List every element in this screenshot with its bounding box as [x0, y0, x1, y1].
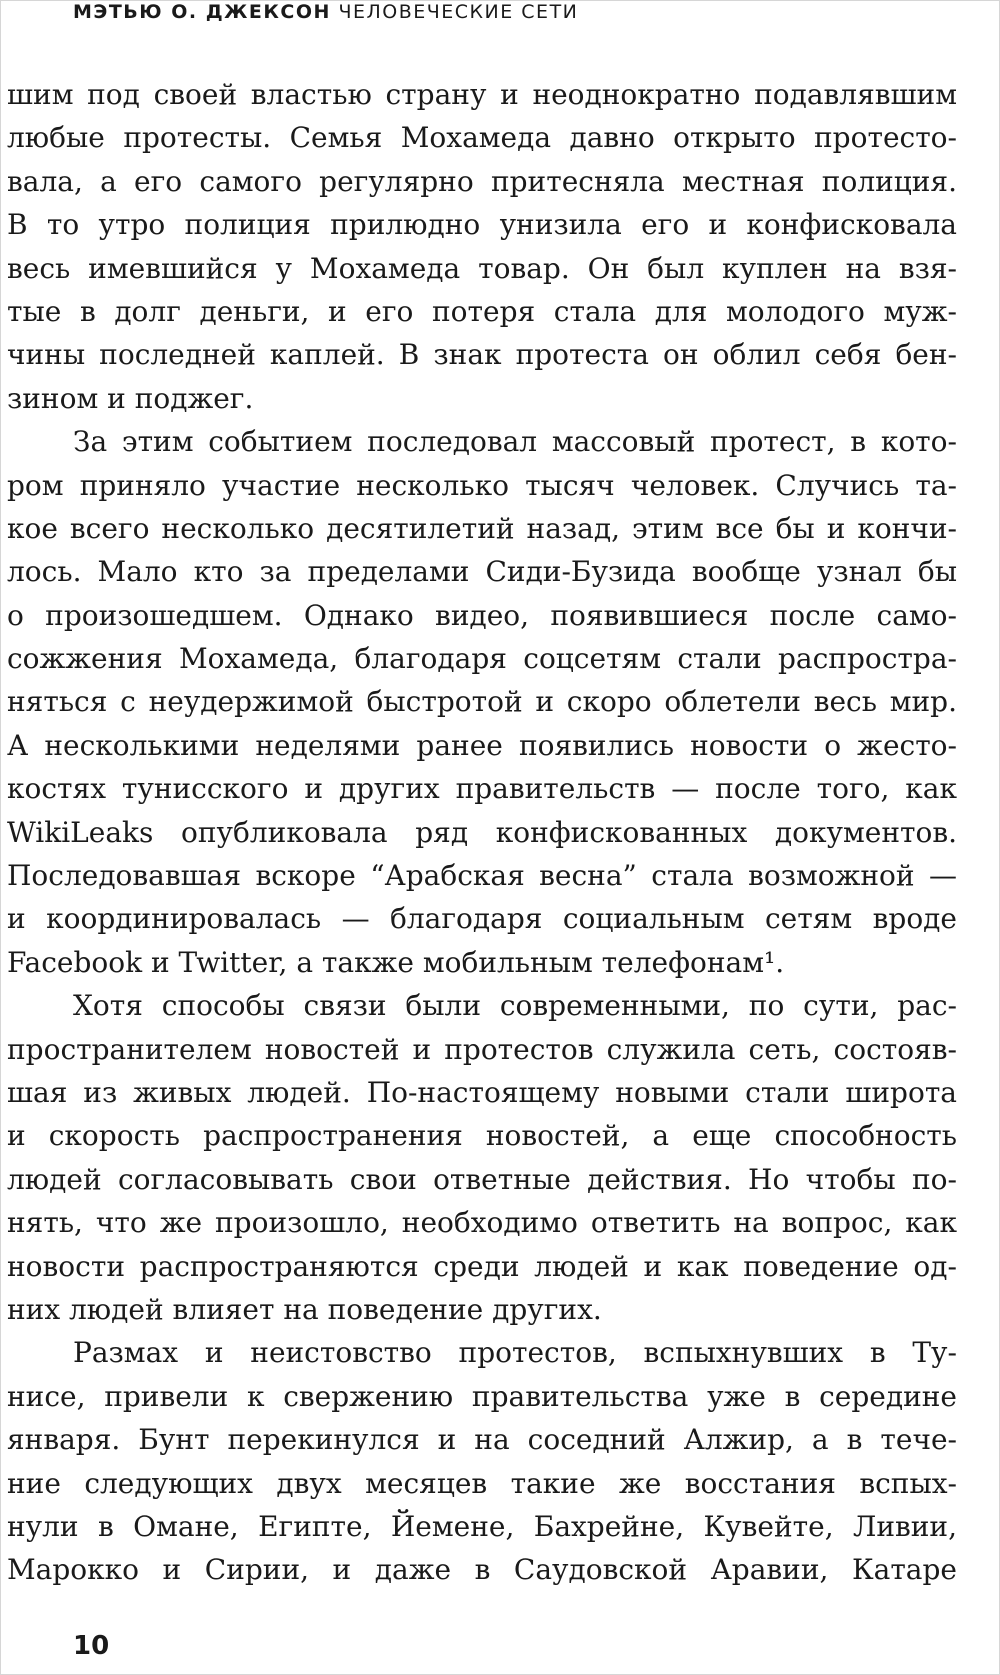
- text-line: Хотя способы связи были современными, по сути, рас-: [73, 989, 957, 1023]
- text-line: зином и поджег.: [7, 381, 254, 415]
- text-line: WikiLeaks опубликовала ряд конфискованных документов.: [7, 815, 957, 849]
- body-text: [7, 73, 957, 1592]
- text-line: За этим событием последовал массовый протест, в кото-: [73, 425, 957, 459]
- text-line: ние следующих двух месяцев такие же восстания вспых-: [7, 1466, 957, 1500]
- text-line: Последовавшая вскоре “Арабская весна” стала возможной —: [7, 859, 957, 893]
- paragraph: [7, 984, 957, 1331]
- text-line: вала, а его самого регулярно притесняла местная полиция.: [7, 164, 957, 198]
- text-line: сожжения Мохамеда, благодаря соцсетям стали распростра-: [7, 642, 957, 676]
- running-head-author: МЭТЬЮ О. ДЖЕКСОН: [73, 1, 331, 23]
- text-line: нисе, привели к свержению правительства уже в середине: [7, 1379, 957, 1413]
- text-line: шим под своей властью страну и неоднократно подавлявшим: [7, 78, 957, 111]
- text-line: А несколькими неделями ранее появились новости о жесто-: [7, 728, 957, 762]
- text-line: лось. Мало кто за пределами Сиди-Бузида вообще узнал бы: [7, 555, 957, 589]
- text-line: тые в долг деньги, и его потеря стала для молодого муж-: [7, 294, 957, 328]
- text-line: весь имевшийся у Мохамеда товар. Он был куплен на взя-: [7, 251, 957, 285]
- page-number: 10: [73, 1631, 110, 1661]
- text-line: нять, что же произошло, необходимо ответить на вопрос, как: [7, 1206, 957, 1240]
- text-line: и координировалась — благодаря социальным сетям вроде: [7, 902, 957, 936]
- text-line: любые протесты. Семья Мохамеда давно открыто протесто-: [7, 121, 957, 155]
- running-head: [73, 1, 578, 23]
- text-line: Марокко и Сирии, и даже в Саудовской Аравии, Катаре: [7, 1553, 957, 1587]
- text-line: людей согласовывать свои ответные действия. Но чтобы по-: [7, 1162, 957, 1196]
- text-line: костях тунисского и других правительств — после того, как: [7, 772, 957, 806]
- text-line: Facebook и Twitter, а также мобильным телефонам¹.: [7, 945, 785, 979]
- text-line: нули в Омане, Египте, Йемене, Бахрейне, Кувейте, Ливии,: [7, 1509, 957, 1543]
- text-line: них людей влияет на поведение других.: [7, 1292, 602, 1326]
- text-line: ром приняло участие несколько тысяч человек. Случись та-: [7, 468, 957, 502]
- text-line: и скорость распространения новостей, а еще способность: [7, 1119, 957, 1153]
- text-line: января. Бунт перекинулся и на соседний Алжир, а в тече-: [7, 1423, 957, 1457]
- text-line: В то утро полиция прилюдно унизила его и конфисковала: [7, 208, 957, 242]
- text-line: о произошедшем. Однако видео, появившиеся после само-: [7, 598, 957, 632]
- paragraph: [7, 420, 957, 984]
- text-line: кое всего несколько десятилетий назад, этим все бы и кончи-: [7, 511, 957, 545]
- paragraph: [7, 73, 957, 420]
- text-line: шая из живых людей. По-настоящему новыми стали широта: [7, 1075, 957, 1109]
- text-line: чины последней каплей. В знак протеста он облил себя бен-: [7, 338, 957, 372]
- text-line: няться с неудержимой быстротой и скоро облетели весь мир.: [7, 685, 957, 719]
- text-line: новости распространяются среди людей и как поведение од-: [7, 1249, 957, 1283]
- paragraph: [7, 1331, 957, 1591]
- text-line: Размах и неистовство протестов, вспыхнувших в Ту-: [73, 1336, 957, 1370]
- running-head-title: ЧЕЛОВЕЧЕСКИЕ СЕТИ: [338, 1, 579, 23]
- text-line: пространителем новостей и протестов служила сеть, состояв-: [7, 1032, 957, 1066]
